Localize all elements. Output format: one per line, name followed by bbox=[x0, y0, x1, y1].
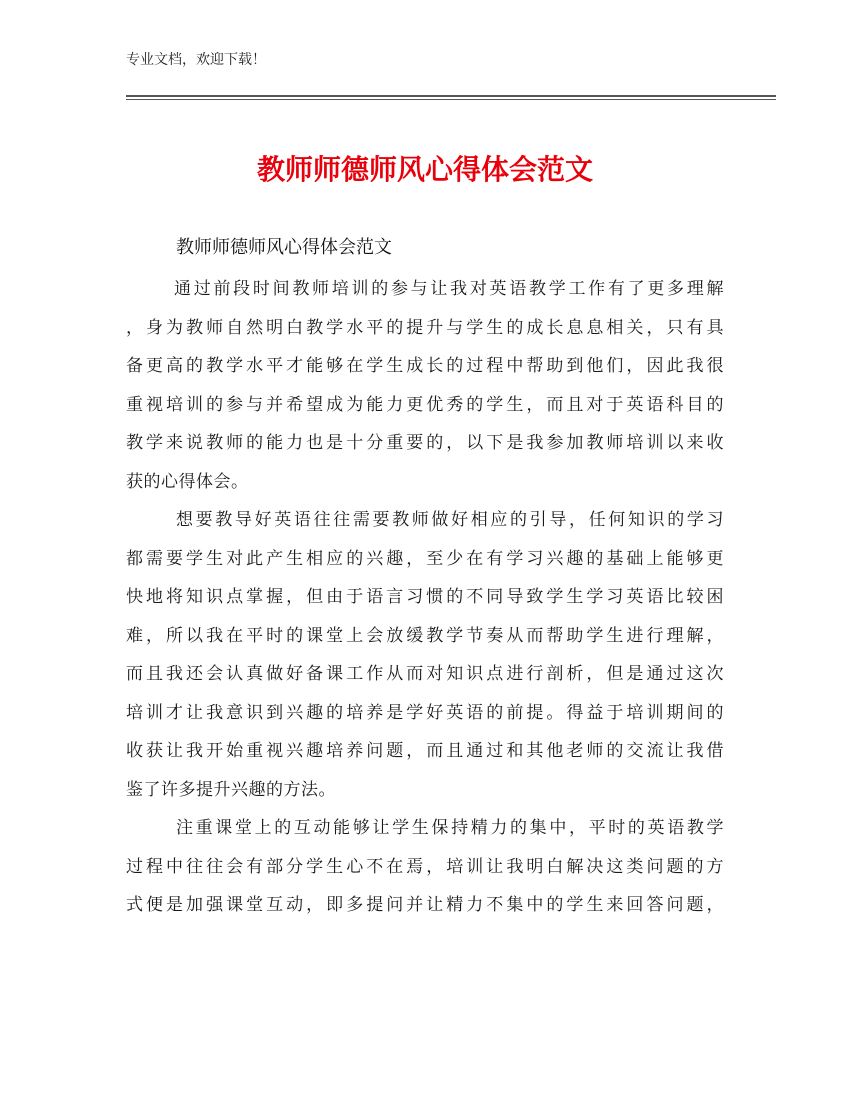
paragraph-line: 式便是加强课堂互动，即多提问并让精力不集中的学生来回答问题， bbox=[126, 895, 724, 915]
paragraph-line: ，身为教师自然明白教学水平的提升与学生的成长息息相关，只有具 bbox=[126, 317, 724, 338]
paragraph-line: 收获让我开始重视兴趣培养问题，而且通过和其他老师的交流让我借 bbox=[126, 741, 724, 761]
document-title: 教师师德师风心得体会范文 bbox=[256, 153, 593, 186]
paragraph-1 bbox=[126, 270, 724, 501]
paragraph-line: 重视培训的参与并希望成为能力更优秀的学生，而且对于英语科目的 bbox=[126, 394, 724, 415]
paragraph-line: 备更高的教学水平才能够在学生成长的过程中帮助到他们，因此我很 bbox=[126, 356, 724, 376]
paragraph-line: 难，所以我在平时的课堂上会放缓教学节奏从而帮助学生进行理解， bbox=[126, 625, 724, 646]
paragraph-line: 快地将知识点掌握，但由于语言习惯的不同导致学生学习英语比较困 bbox=[126, 587, 724, 607]
paragraph-line: 培训才让我意识到兴趣的培养是学好英语的前提。得益于培训期间的 bbox=[126, 702, 724, 723]
header-divider bbox=[126, 95, 776, 97]
paragraph-line: 获的心得体会。 bbox=[126, 471, 249, 492]
paragraph-line: 通过前段时间教师培训的参与让我对英语教学工作有了更多理解 bbox=[174, 279, 724, 299]
paragraph-line: 都需要学生对此产生相应的兴趣，至少在有学习兴趣的基础上能够更 bbox=[126, 548, 724, 569]
paragraph-line: 而且我还会认真做好备课工作从而对知识点进行剖析，但是通过这次 bbox=[126, 664, 724, 684]
paragraph-line: 注重课堂上的互动能够让学生保持精力的集中，平时的英语教学 bbox=[176, 818, 724, 838]
paragraph-line: 鉴了许多提升兴趣的方法。 bbox=[126, 779, 336, 800]
header-note: 专业文档，欢迎下载！ bbox=[126, 52, 266, 68]
paragraph-2 bbox=[126, 501, 724, 809]
header-divider-thin bbox=[126, 99, 776, 100]
paragraph-3 bbox=[126, 809, 724, 925]
paragraph-line: 教学来说教师的能力也是十分重要的，以下是我参加教师培训以来收 bbox=[126, 433, 724, 453]
paragraph-line: 想要教导好英语往往需要教师做好相应的引导，任何知识的学习 bbox=[176, 510, 724, 530]
document-body bbox=[126, 270, 724, 925]
paragraph-line: 过程中往往会有部分学生心不在焉，培训让我明白解决这类问题的方 bbox=[126, 856, 724, 877]
document-subtitle: 教师师德师风心得体会范文 bbox=[176, 237, 392, 258]
